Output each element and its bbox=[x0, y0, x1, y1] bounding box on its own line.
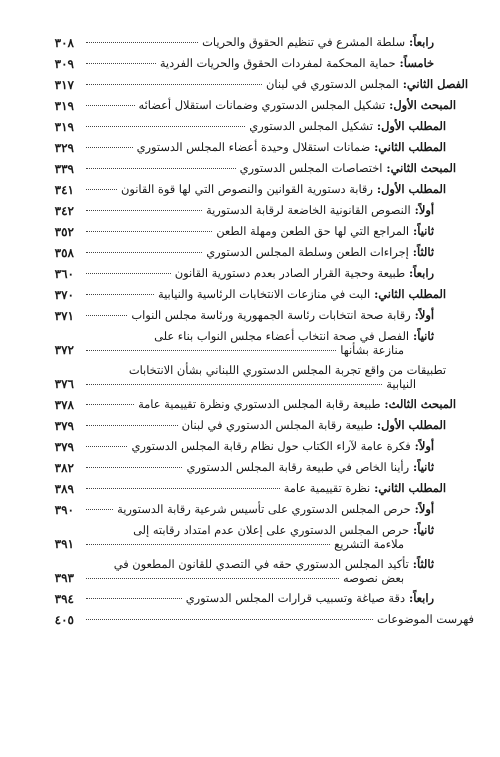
entry-title: نظرة تقييمية عامة bbox=[283, 481, 371, 495]
entry-title: طبيعة وحجية القرار الصادر بعدم دستورية القانون bbox=[174, 266, 406, 280]
toc-entry: ٣٧٠ المطلب الثاني: البت في منازعات الانتخابات الرئاسية والنيابية bbox=[30, 284, 474, 305]
entry-label: المطلب الأول bbox=[381, 119, 446, 133]
dot-leader bbox=[86, 349, 336, 351]
page-number: ٣٧٢ bbox=[54, 343, 74, 357]
toc-entry: ٣٣٩ المبحث الثاني: اختصاصات المجلس الدستوري bbox=[30, 158, 474, 179]
entry-label: المبحث الثالث bbox=[388, 397, 456, 411]
entry-title: فكرة عامة لآراء الكتاب حول نظام رقابة المجلس الدستوري bbox=[131, 439, 411, 453]
toc-entry: ٣٧١ أولاً: رقابة صحة انتخابات رئاسة الجمهورية ورئاسة مجلس النواب bbox=[30, 305, 474, 326]
toc-entry: ٣٧٩ أولاً: فكرة عامة لآراء الكتاب حول نظام رقابة المجلس الدستوري bbox=[30, 436, 474, 457]
entry-label: المبحث الثاني bbox=[390, 161, 456, 175]
dot-leader bbox=[86, 41, 198, 43]
entry-title: تأكيد المجلس الدستوري حقه في التصدي للقانون المطعون في bbox=[113, 557, 409, 571]
entry-label: ثانياً bbox=[417, 460, 434, 474]
page-number: ٣٤١ bbox=[54, 183, 74, 197]
entry-label: أولاً bbox=[418, 502, 434, 516]
entry-title: دقة صياغة وتسبيب قرارات المجلس الدستوري bbox=[185, 591, 406, 605]
page-number: ٣٧٠ bbox=[54, 288, 74, 302]
toc-entry: ٣٩٠ أولاً: حرص المجلس الدستوري على تأسيس شرعية رقابة الدستورية bbox=[30, 499, 474, 520]
entry-title: حرص المجلس الدستوري على تأسيس شرعية رقابة الدستورية bbox=[117, 502, 411, 516]
dot-leader bbox=[86, 167, 236, 169]
toc-entry bbox=[30, 609, 474, 630]
entry-label: المبحث الأول bbox=[393, 98, 456, 112]
page-number: ٣٦٠ bbox=[54, 267, 74, 281]
page-number: ٣٧٦ bbox=[54, 377, 74, 391]
dot-leader bbox=[86, 577, 339, 579]
entry-label: أولاً bbox=[418, 308, 434, 322]
entry-label: المطلب الثاني bbox=[378, 481, 446, 495]
entry-title: حرص المجلس الدستوري على إعلان عدم امتداد رقابته إلى bbox=[133, 523, 410, 537]
toc-entry: ٣٧٢ ثانياً: الفصل في صحة انتخاب أعضاء مجلس النواب بناء على منازعة بشأنها bbox=[30, 326, 474, 360]
toc-entry: ٣٥٢ ثانياً: المراجع التي لها حق الطعن ومهلة الطعن bbox=[30, 221, 474, 242]
page-number: ٣١٧ bbox=[54, 78, 74, 92]
entry-title: سلطة المشرع في تنظيم الحقوق والحريات bbox=[202, 35, 406, 49]
toc-entry: ٣٦٠ رابعاً: طبيعة وحجية القرار الصادر بعدم دستورية القانون bbox=[30, 263, 474, 284]
entry-label: ثالثاً bbox=[416, 557, 434, 571]
dot-leader bbox=[86, 618, 373, 620]
page-number: ٣٠٨ bbox=[54, 36, 74, 50]
entry-title: المجلس الدستوري في لبنان bbox=[266, 77, 399, 91]
toc-entry: ٣٩٤ رابعاً: دقة صياغة وتسبيب قرارات المجلس الدستوري bbox=[30, 588, 474, 609]
toc-entry: ٣١٧ الفصل الثاني: المجلس الدستوري في لبنان bbox=[30, 74, 474, 95]
dot-leader bbox=[86, 125, 245, 127]
toc-entry: ٣١٩ المبحث الأول: تشكيل المجلس الدستوري وضمانات استقلال أعضائه bbox=[30, 95, 474, 116]
toc-entry: ٣٠٨ رابعاً: سلطة المشرع في تنظيم الحقوق والحريات bbox=[30, 32, 474, 53]
entry-title: طبيعة رقابة المجلس الدستوري ونظرة تقييمية عامة bbox=[138, 397, 381, 411]
toc-entry: ٣٨٩ المطلب الثاني: نظرة تقييمية عامة bbox=[30, 478, 474, 499]
toc-entry: ٣٥٨ ثالثاً: إجراءات الطعن وسلطة المجلس الدستوري bbox=[30, 242, 474, 263]
page-number: ٣٩٠ bbox=[54, 503, 74, 517]
toc-entry bbox=[30, 360, 474, 394]
entry-label: أولاً bbox=[418, 203, 434, 217]
page-number: ٣٢٩ bbox=[54, 141, 74, 155]
page-number: ٣٣٩ bbox=[54, 162, 74, 176]
entry-label: ثالثاً bbox=[416, 245, 434, 259]
toc-entry: ٣٧٨ المبحث الثالث: طبيعة رقابة المجلس الدستوري ونظرة تقييمية عامة bbox=[30, 394, 474, 415]
dot-leader bbox=[86, 62, 156, 64]
dot-leader bbox=[86, 543, 330, 545]
entry-title: المراجع التي لها حق الطعن ومهلة الطعن bbox=[216, 224, 410, 238]
toc-entry: ٣٠٩ خامساً: حماية المحكمة لمفردات الحقوق والحريات الفردية bbox=[30, 53, 474, 74]
entry-title-continued: النيابية bbox=[386, 377, 416, 391]
dot-leader bbox=[86, 508, 113, 510]
page-number: ٣٧١ bbox=[54, 309, 74, 323]
page-number: ٤٠٥ bbox=[54, 613, 74, 627]
entry-title: تطبيقات من واقع تجربة المجلس الدستوري اللبناني بشأن الانتخابات bbox=[128, 363, 446, 377]
dot-leader bbox=[86, 146, 133, 148]
toc-entry: ٣١٩ المطلب الأول: تشكيل المجلس الدستوري bbox=[30, 116, 474, 137]
entry-title: حماية المحكمة لمفردات الحقوق والحريات الفردية bbox=[159, 56, 396, 70]
dot-leader bbox=[86, 314, 127, 316]
dot-leader bbox=[86, 383, 382, 385]
page-number: ٣٨٩ bbox=[54, 482, 74, 496]
dot-leader bbox=[86, 272, 171, 274]
dot-leader bbox=[86, 230, 212, 232]
dot-leader bbox=[86, 104, 135, 106]
entry-title: البت في منازعات الانتخابات الرئاسية والنيابية bbox=[158, 287, 371, 301]
page-number: ٣٧٩ bbox=[54, 419, 74, 433]
entry-title-continued: منازعة بشأنها bbox=[340, 343, 404, 357]
entry-label: المطلب الأول bbox=[381, 182, 446, 196]
page-number: ٣٥٨ bbox=[54, 246, 74, 260]
entry-label: رابعاً bbox=[413, 591, 434, 605]
page-number: ٣١٩ bbox=[54, 99, 74, 113]
page-number: ٣٩٣ bbox=[54, 571, 74, 585]
toc-entry: ٣٩٣ ثالثاً: تأكيد المجلس الدستوري حقه في التصدي للقانون المطعون في بعض نصوصه bbox=[30, 554, 474, 588]
page-number: ٣١٩ bbox=[54, 120, 74, 134]
entry-title: رقابة صحة انتخابات رئاسة الجمهورية ورئاسة مجلس النواب bbox=[131, 308, 411, 322]
entry-label: رابعاً bbox=[413, 266, 434, 280]
entry-label: ثانياً bbox=[417, 329, 434, 343]
entry-title: اختصاصات المجلس الدستوري bbox=[239, 161, 383, 175]
entry-label: المطلب الثاني bbox=[378, 287, 446, 301]
entry-title-continued: بعض نصوصه bbox=[343, 571, 404, 585]
entry-title: رأينا الخاص في طبيعة رقابة المجلس الدستوري bbox=[186, 460, 410, 474]
dot-leader bbox=[86, 251, 202, 253]
entry-label: خامساً bbox=[403, 56, 434, 70]
entry-label: الفصل الثاني bbox=[406, 77, 468, 91]
toc-entry: ٣٤٢ أولاً: النصوص القانونية الخاضعة لرقابة الدستورية bbox=[30, 200, 474, 221]
dot-leader bbox=[86, 83, 262, 85]
toc-entry: ٣٨٢ ثانياً: رأينا الخاص في طبيعة رقابة المجلس الدستوري bbox=[30, 457, 474, 478]
dot-leader bbox=[86, 445, 127, 447]
entry-title: رقابة دستورية القوانين والنصوص التي لها قوة القانون bbox=[120, 182, 373, 196]
entry-title: تشكيل المجلس الدستوري bbox=[249, 119, 373, 133]
entry-title: فهرست الموضوعات bbox=[377, 612, 474, 626]
entry-label: المطلب الأول bbox=[381, 418, 446, 432]
entry-title: تشكيل المجلس الدستوري وضمانات استقلال أعضائه bbox=[138, 98, 386, 112]
entry-title-continued: ملاءمة التشريع bbox=[334, 537, 404, 551]
dot-leader bbox=[86, 597, 182, 599]
entry-title: طبيعة رقابة المجلس الدستوري في لبنان bbox=[181, 418, 373, 432]
dot-leader bbox=[86, 188, 117, 190]
page-number: ٣٤٢ bbox=[54, 204, 74, 218]
toc-entry: ٣٤١ المطلب الأول: رقابة دستورية القوانين والنصوص التي لها قوة القانون bbox=[30, 179, 474, 200]
dot-leader bbox=[86, 403, 134, 405]
dot-leader bbox=[86, 209, 202, 211]
dot-leader bbox=[86, 466, 182, 468]
entry-label: أولاً bbox=[418, 439, 434, 453]
entry-title: الفصل في صحة انتخاب أعضاء مجلس النواب بناء على bbox=[154, 329, 410, 343]
entry-title: النصوص القانونية الخاضعة لرقابة الدستورية bbox=[205, 203, 411, 217]
entry-label: المطلب الثاني bbox=[378, 140, 446, 154]
toc-entry: ٣٧٩ المطلب الأول: طبيعة رقابة المجلس الدستوري في لبنان bbox=[30, 415, 474, 436]
dot-leader bbox=[86, 424, 178, 426]
page-number: ٣٥٢ bbox=[54, 225, 74, 239]
page-number: ٣٧٨ bbox=[54, 398, 74, 412]
page-number: ٣٠٩ bbox=[54, 57, 74, 71]
page-number: ٣٨٢ bbox=[54, 461, 74, 475]
entry-label: ثانياً bbox=[417, 523, 434, 537]
toc-entry: ٣٢٩ المطلب الثاني: ضمانات استقلال وحيدة أعضاء المجلس الدستوري bbox=[30, 137, 474, 158]
entry-label: ثانياً bbox=[417, 224, 434, 238]
page-number: ٣٩١ bbox=[54, 537, 74, 551]
dot-leader bbox=[86, 487, 280, 489]
dot-leader bbox=[86, 293, 154, 295]
page-number: ٣٧٩ bbox=[54, 440, 74, 454]
entry-title: إجراءات الطعن وسلطة المجلس الدستوري bbox=[206, 245, 409, 259]
toc-entry: ٣٩١ ثانياً: حرص المجلس الدستوري على إعلان عدم امتداد رقابته إلى ملاءمة التشريع bbox=[30, 520, 474, 554]
page-number: ٣٩٤ bbox=[54, 592, 74, 606]
entry-title: ضمانات استقلال وحيدة أعضاء المجلس الدستوري bbox=[136, 140, 371, 154]
table-of-contents bbox=[30, 32, 474, 630]
entry-label: رابعاً bbox=[413, 35, 434, 49]
